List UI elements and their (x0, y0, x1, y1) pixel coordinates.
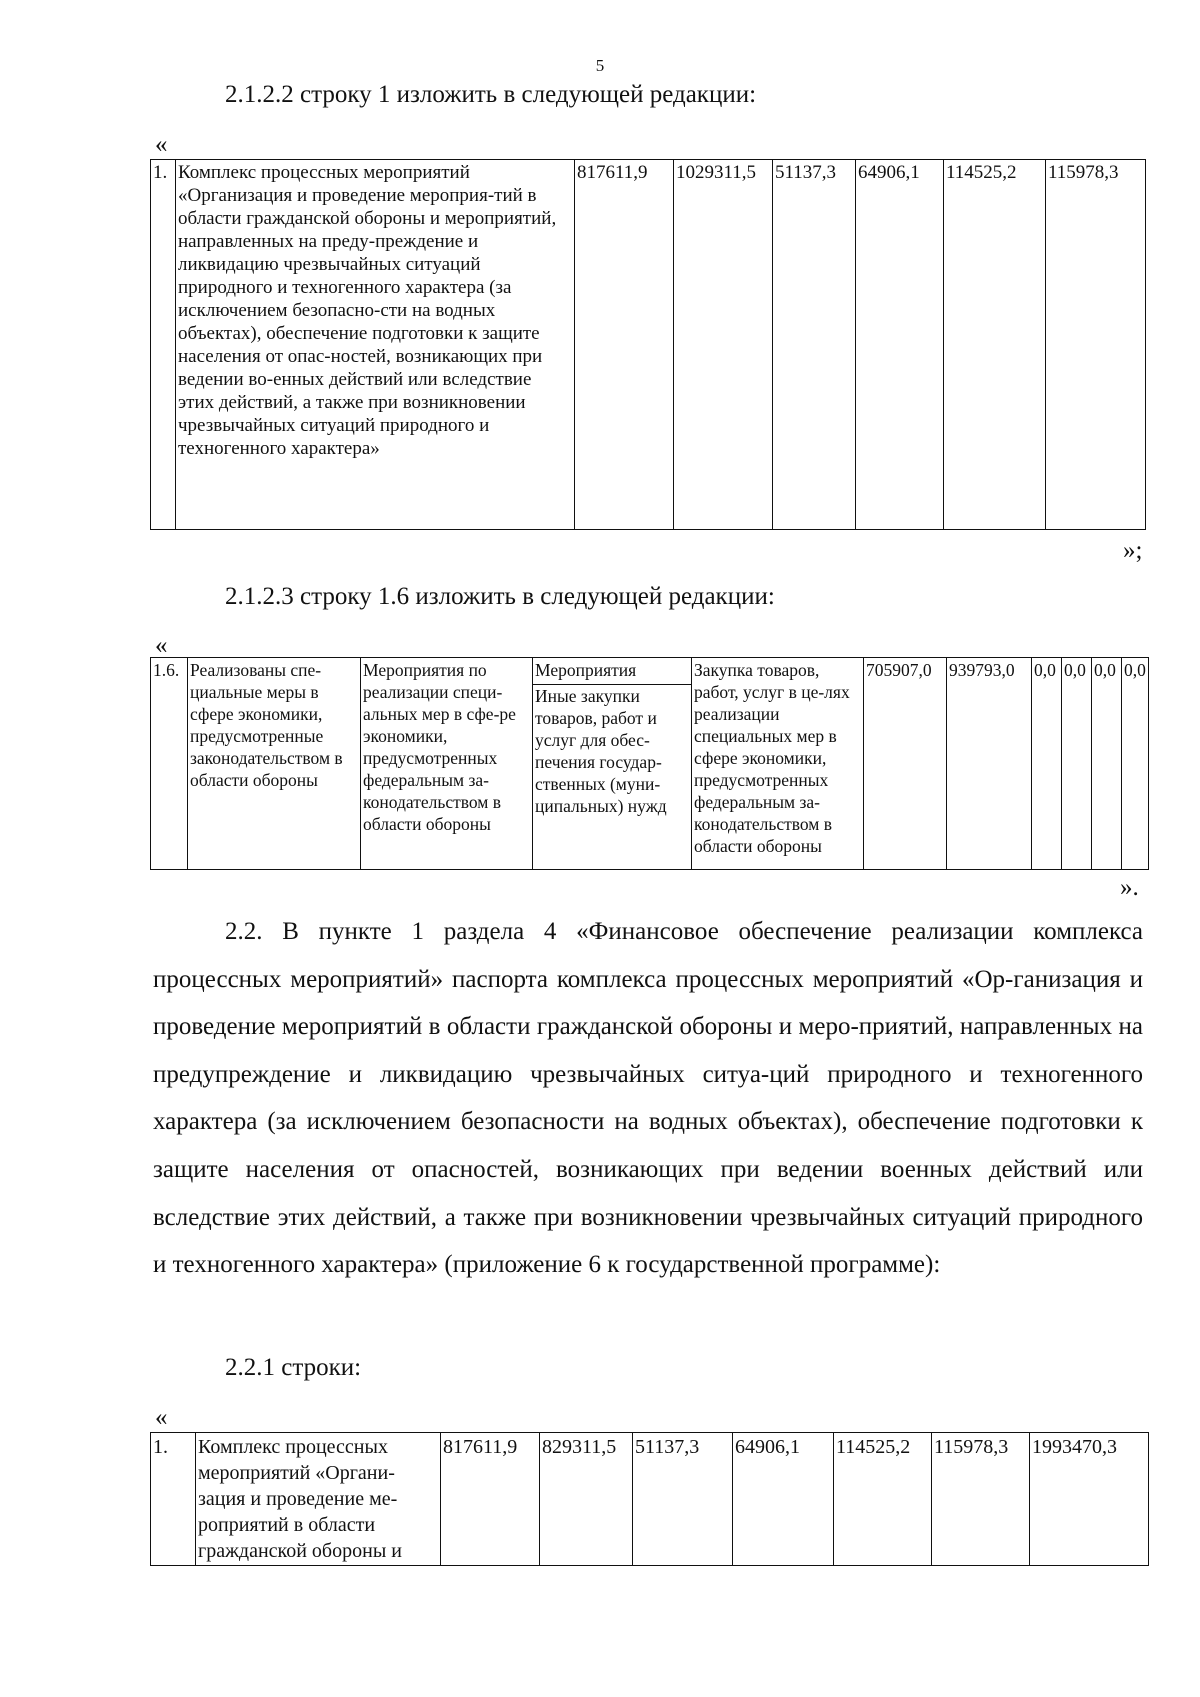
value-cell: 0,0 (1122, 658, 1149, 870)
paragraph-2-2: 2.2. В пункте 1 раздела 4 «Финансовое обеспечение реализации комплекса процессных мероприятий» паспорта комплекса процессных мероприятий «Ор-ганизация и проведение мероприятий в области гражданской обороны и меро-приятий, направленных на предупреждение и ликвидацию чрезвычайных ситуа-ций природного и техногенного характера (за исключением безопасности на водных объектах), обеспечение подготовки к защите населения от опасностей, возникающих при ведении военных действий или вследствие этих действий, а также при возникновении чрезвычайных ситуаций природного и техногенного характера» (приложение 6 к государственной программе): (153, 918, 1143, 1279)
page-number: 5 (595, 56, 605, 75)
value-cell: 0,0 (1032, 658, 1062, 870)
section-1-close-quote: »; (1123, 537, 1143, 564)
table-row (151, 658, 1149, 870)
row-number: 1. (151, 1433, 196, 1566)
section-2-table (150, 657, 1149, 870)
value-cell: 114525,2 (944, 160, 1046, 530)
type-description: Иные закупки товаров, работ и услуг для обес-печения государ-ственных (муни-ципальных) нужд (535, 686, 667, 816)
section-3-open-quote: « (155, 1404, 168, 1431)
row-number: 1. (151, 160, 176, 530)
value-cell: 0,0 (1092, 658, 1122, 870)
value-cell: 1993470,3 (1030, 1433, 1149, 1566)
type-cell (533, 658, 692, 870)
value-cell: 64906,1 (856, 160, 944, 530)
value-cell: 115978,3 (932, 1433, 1030, 1566)
value-cell: 0,0 (1062, 658, 1092, 870)
section-1-table (150, 159, 1146, 530)
value-cell: 817611,9 (441, 1433, 540, 1566)
value-cell: 817611,9 (575, 160, 674, 530)
section-2-open-quote: « (155, 632, 168, 659)
table-row (151, 1433, 1149, 1566)
value-cell: 829311,5 (540, 1433, 633, 1566)
result-cell: Реализованы спе-циальные меры в сфере экономики, предусмотренные законодательством в области обороны (188, 658, 361, 870)
purchase-cell: Закупка товаров, работ, услуг в це-лях реализации специальных мер в сфере экономики, предусмотренных федеральным за-конодательством в области обороны (692, 658, 864, 870)
section-2-close-quote: ». (1120, 874, 1139, 901)
measure-cell: Мероприятия по реализации специ-альных мер в сфе-ре экономики, предусмотренных федеральным за-конодательством в области обороны (361, 658, 533, 870)
row-name: Комплекс процессных мероприятий «Органи-зация и проведение ме-роприятий в области гражданской обороны и (196, 1433, 441, 1566)
value-cell: 115978,3 (1046, 160, 1146, 530)
section-3-table (150, 1432, 1149, 1566)
value-cell: 939793,0 (947, 658, 1032, 870)
section-2-heading: 2.1.2.3 строку 1.6 изложить в следующей редакции: (225, 583, 775, 610)
value-cell: 51137,3 (773, 160, 856, 530)
value-cell: 64906,1 (733, 1433, 834, 1566)
section-1-heading: 2.1.2.2 строку 1 изложить в следующей редакции: (225, 81, 757, 108)
type-label: Мероприятия (533, 659, 691, 685)
table-row (151, 160, 1146, 530)
section-1-open-quote: « (155, 131, 168, 158)
value-cell: 114525,2 (834, 1433, 932, 1566)
value-cell: 1029311,5 (674, 160, 773, 530)
value-cell: 705907,0 (864, 658, 947, 870)
row-number: 1.6. (151, 658, 188, 870)
section-3-heading: 2.2.1 строки: (225, 1354, 362, 1381)
row-name: Комплекс процессных мероприятий «Организация и проведение мероприя-тий в области гражданской обороны и мероприятий, направленных на преду-преждение и ликвидацию чрезвычайных ситуаций природного и техногенного характера (за исключением безопасно-сти на водных объектах), обеспечение подготовки к защите населения от опас-ностей, возникающих при ведении во-енных действий или вследствие этих действий, а также при возникновении чрезвычайных ситуаций природного и техногенного характера» (176, 160, 575, 530)
value-cell: 51137,3 (633, 1433, 733, 1566)
